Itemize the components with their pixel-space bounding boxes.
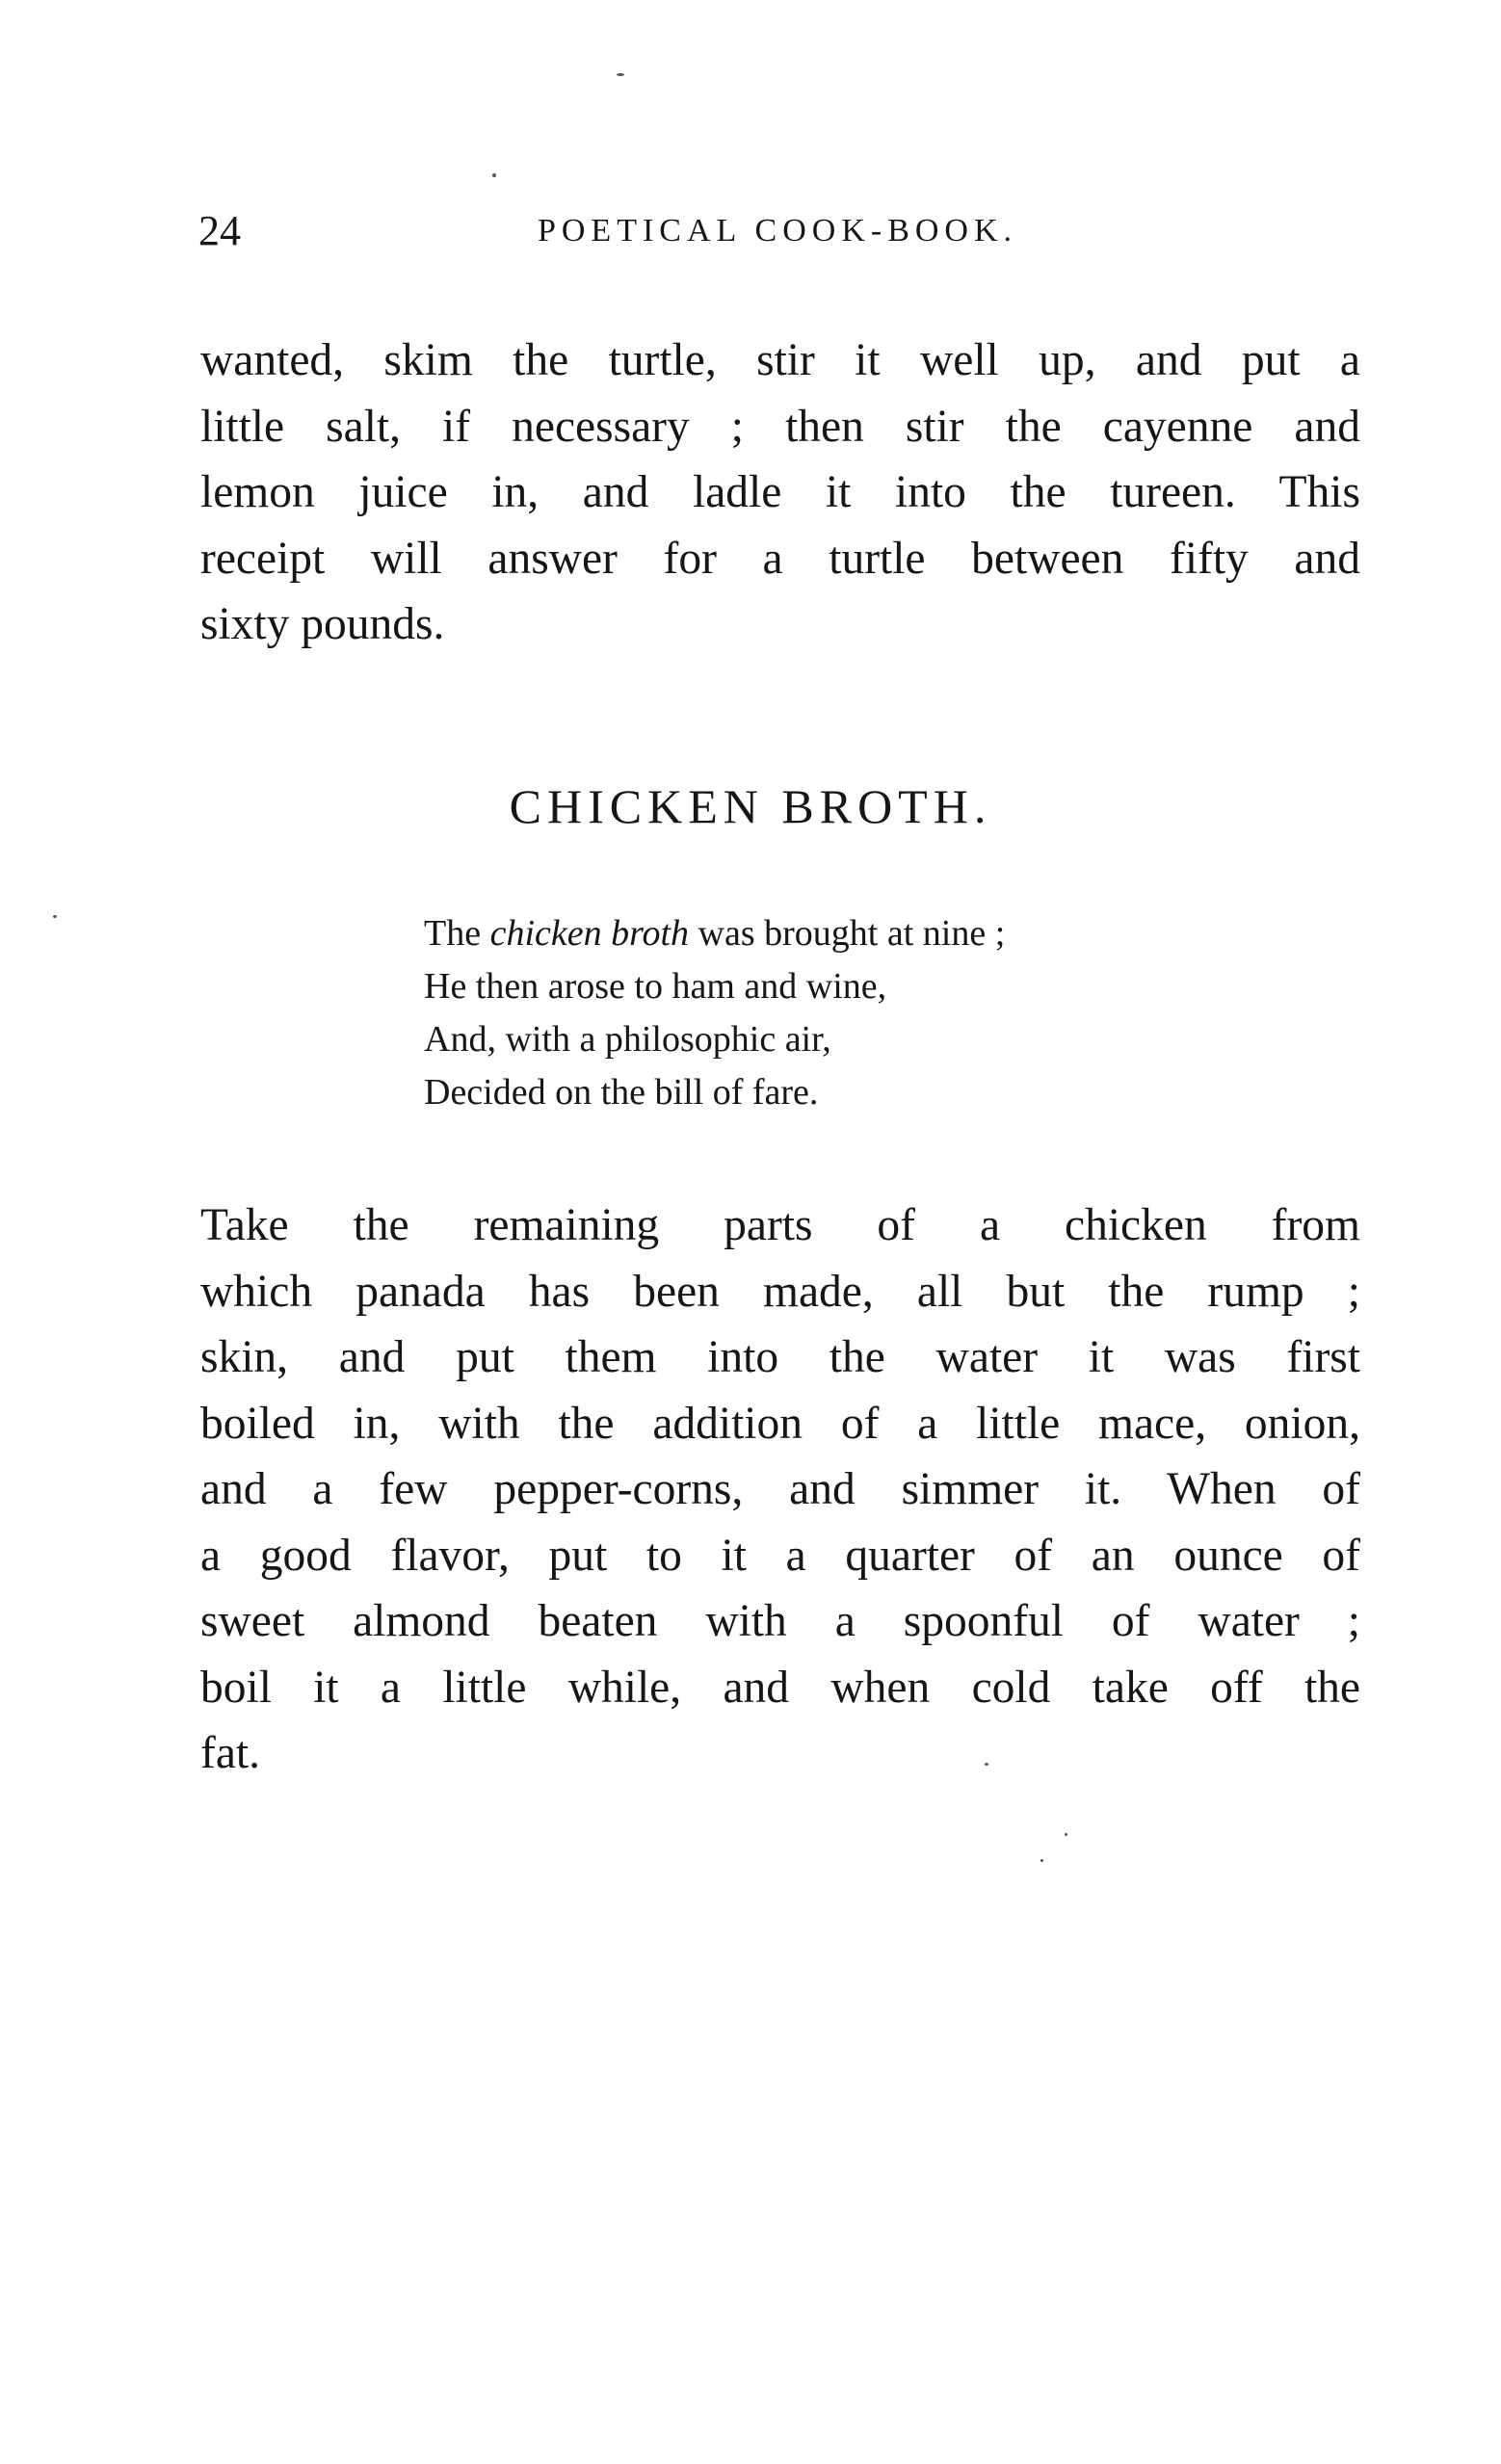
verse-line-suffix: was brought at nine ; <box>689 913 1006 954</box>
text-line: sixty pounds. <box>200 599 445 649</box>
verse-line: He then arose to ham and wine, <box>424 966 887 1007</box>
verse-italic-phrase: chicken broth <box>489 913 690 954</box>
text-line: lemon juice in, and ladle it into the tureen. This <box>200 467 1360 517</box>
print-speck <box>617 73 624 76</box>
text-line: fat. <box>200 1728 260 1778</box>
verse-line <box>424 907 1252 960</box>
print-speck <box>492 173 496 177</box>
text-line: little salt, if necessary ; then stir the cayenne and <box>200 401 1360 452</box>
verse-line: And, with a philosophic air, <box>424 1019 831 1060</box>
print-speck <box>1065 1833 1067 1836</box>
print-speck <box>985 1763 988 1766</box>
page-header <box>198 202 1356 260</box>
text-line: a good flavor, put to it a quarter of an ounce of <box>200 1530 1360 1581</box>
text-line: skin, and put them into the water it was first <box>200 1332 1360 1382</box>
print-speck <box>53 915 57 918</box>
text-line: Take the remaining parts of a chicken from <box>200 1200 1360 1250</box>
text-line: wanted, skim the turtle, stir it well up, and put a <box>200 335 1360 385</box>
page-number: 24 <box>198 207 241 254</box>
text-line: sweet almond beaten with a spoonful of water ; <box>200 1596 1360 1646</box>
text-line: boil it a little while, and when cold take off the <box>200 1662 1360 1713</box>
verse-line-prefix: The <box>424 913 490 954</box>
chicken-broth-recipe <box>200 1193 1360 1787</box>
running-title: POETICAL COOK-BOOK. <box>537 213 1018 249</box>
text-line: boiled in, with the addition of a little mace, onion, <box>200 1398 1360 1449</box>
text-line: and a few pepper-corns, and simmer it. When of <box>200 1464 1360 1514</box>
text-line: receipt will answer for a turtle between fifty and <box>200 533 1360 584</box>
turtle-recipe-continuation <box>200 328 1360 658</box>
text-line: which panada has been made, all but the rump ; <box>200 1266 1360 1317</box>
verse-line: Decided on the bill of fare. <box>424 1072 819 1113</box>
print-speck <box>1040 1859 1043 1862</box>
section-title: CHICKEN BROTH. <box>509 779 992 833</box>
verse-epigraph <box>424 907 1252 1119</box>
